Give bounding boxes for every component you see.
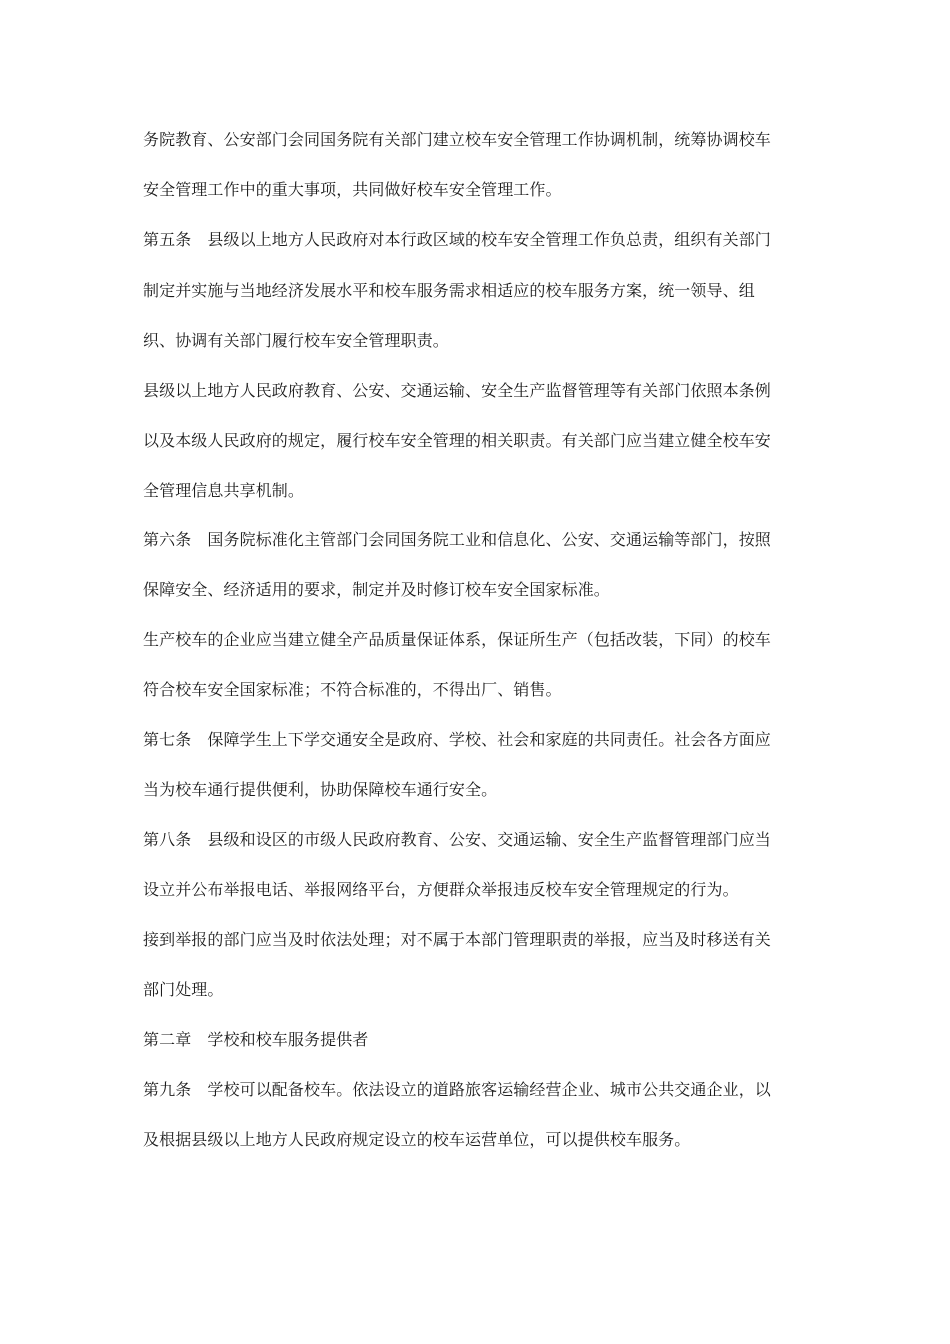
text-line: 接到举报的部门应当及时依法处理；对不属于本部门管理职责的举报，应当及时移送有关	[143, 930, 771, 949]
chapter-2-heading: 第二章 学校和校车服务提供者	[143, 1030, 369, 1049]
article-8-heading-line: 第八条 县级和设区的市级人民政府教育、公安、交通运输、安全生产监督管理部门应当	[143, 830, 771, 849]
text-line: 务院教育、公安部门会同国务院有关部门建立校车安全管理工作协调机制，统筹协调校车	[143, 130, 771, 149]
article-9-heading-line: 第九条 学校可以配备校车。依法设立的道路旅客运输经营企业、城市公共交通企业，以	[143, 1080, 771, 1099]
text-line: 织、协调有关部门履行校车安全管理职责。	[143, 331, 449, 350]
text-line: 保障安全、经济适用的要求，制定并及时修订校车安全国家标准。	[143, 580, 610, 599]
text-line: 当为校车通行提供便利，协助保障校车通行安全。	[143, 780, 498, 799]
text-line: 安全管理工作中的重大事项，共同做好校车安全管理工作。	[143, 180, 562, 199]
text-line: 县级以上地方人民政府教育、公安、交通运输、安全生产监督管理等有关部门依照本条例	[143, 381, 771, 400]
text-line: 设立并公布举报电话、举报网络平台，方便群众举报违反校车安全管理规定的行为。	[143, 880, 739, 899]
text-line: 制定并实施与当地经济发展水平和校车服务需求相适应的校车服务方案，统一领导、组	[143, 281, 755, 300]
text-line: 部门处理。	[143, 980, 224, 999]
text-line: 及根据县级以上地方人民政府规定设立的校车运营单位，可以提供校车服务。	[143, 1130, 691, 1149]
text-line: 全管理信息共享机制。	[143, 481, 305, 500]
text-line: 符合校车安全国家标准；不符合标准的，不得出厂、销售。	[143, 680, 562, 699]
article-7-heading-line: 第七条 保障学生上下学交通安全是政府、学校、社会和家庭的共同责任。社会各方面应	[143, 730, 771, 749]
text-line: 以及本级人民政府的规定，履行校车安全管理的相关职责。有关部门应当建立健全校车安	[143, 431, 771, 450]
text-line: 生产校车的企业应当建立健全产品质量保证体系，保证所生产（包括改装，下同）的校车	[143, 630, 771, 649]
article-5-heading-line: 第五条 县级以上地方人民政府对本行政区域的校车安全管理工作负总责，组织有关部门	[143, 230, 771, 249]
article-6-heading-line: 第六条 国务院标准化主管部门会同国务院工业和信息化、公安、交通运输等部门，按照	[143, 530, 771, 549]
